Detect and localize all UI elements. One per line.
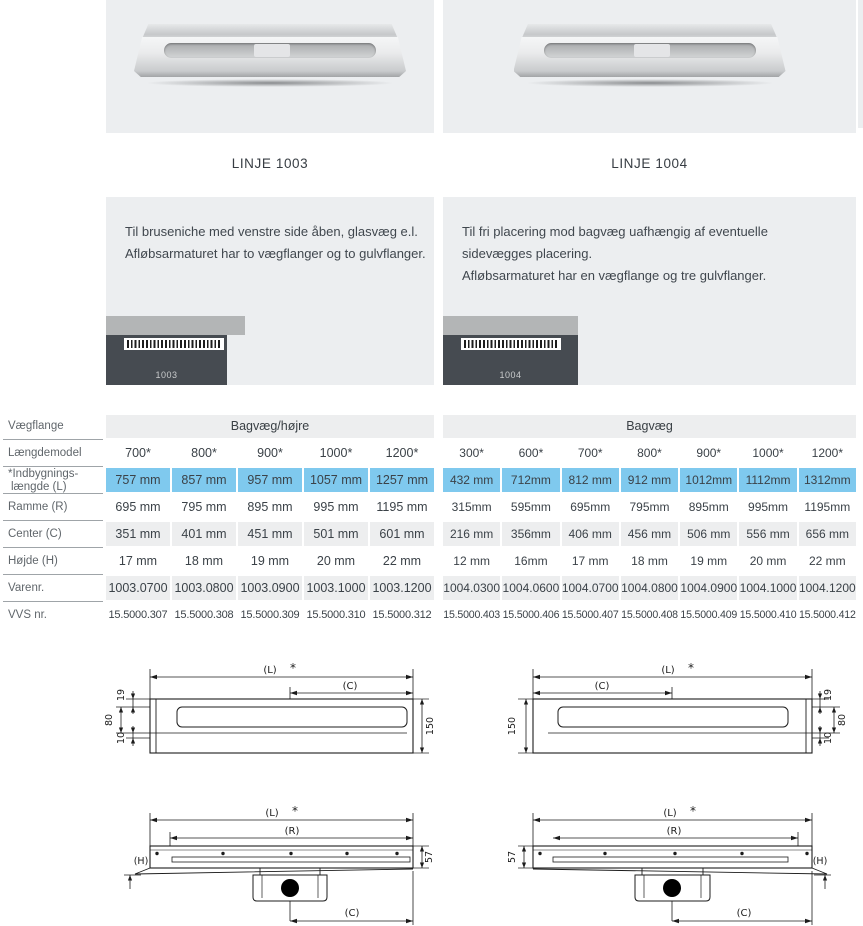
table-cell: 456 mm <box>621 522 678 546</box>
placement-diagram-1003 <box>106 316 245 385</box>
table-cell: 695mm <box>570 500 611 514</box>
drain-shadow <box>145 79 395 87</box>
table-cell: 1012mm <box>680 468 737 492</box>
table-cell: 1004.0900 <box>680 576 737 600</box>
dimension-label: (H) <box>812 856 828 867</box>
varenr-row <box>106 576 434 600</box>
table-cell: 1004.0800 <box>621 576 678 600</box>
table-cell: 912 mm <box>621 468 678 492</box>
table-cell: 1257 mm <box>370 468 434 492</box>
table-cell: 300* <box>459 446 484 460</box>
indbygning-row <box>443 468 856 492</box>
table-cell: 1003.0900 <box>238 576 302 600</box>
table-cell: 1000* <box>319 446 353 460</box>
table-cell: 406 mm <box>562 522 619 546</box>
dimension-label: * <box>690 804 696 818</box>
drain-outlet-circle <box>663 879 681 897</box>
product-photo-1004 <box>510 16 790 116</box>
dimension-label: 10 <box>116 731 127 745</box>
table-cell: 601 mm <box>370 522 434 546</box>
hoejde-row <box>106 549 434 573</box>
table-cell: 17 mm <box>571 554 609 568</box>
table-cell: 15.5000.308 <box>174 609 234 621</box>
table-cell: 700* <box>577 446 603 460</box>
table-cell: 17 mm <box>118 554 158 568</box>
ramme-row <box>106 495 434 519</box>
table-cell: 1003.0700 <box>106 576 170 600</box>
table-cell: 556 mm <box>739 522 796 546</box>
table-cell: 20 mm <box>749 554 787 568</box>
table-cell: 900* <box>696 446 722 460</box>
technical-drawing-section-1004 <box>490 788 855 926</box>
dimension-label: 57 <box>507 850 518 864</box>
table-cell: 20 mm <box>316 554 356 568</box>
table-cell: 895 mm <box>247 500 293 514</box>
table-cell: 15.5000.309 <box>240 609 300 621</box>
table-cell: 15.5000.408 <box>621 609 678 621</box>
table-cell: 15.5000.406 <box>502 609 560 621</box>
table-cell: 800* <box>191 446 217 460</box>
table-cell: 16mm <box>514 554 548 568</box>
dimension-label: 150 <box>425 716 436 736</box>
dimension-label: 10 <box>823 731 834 745</box>
table-cell: 19 mm <box>690 554 728 568</box>
row-label-indbygning-1: *Indbygnings- <box>8 468 79 480</box>
diagram-label: 1004 <box>499 370 522 380</box>
table-cell: 1312mm <box>799 468 856 492</box>
label-divider <box>3 466 103 467</box>
dimension-label: (C) <box>594 681 610 692</box>
table-cell: 795 mm <box>181 500 227 514</box>
table-cell: 595mm <box>510 500 551 514</box>
dimension-label: (C) <box>342 681 358 692</box>
varenr-row <box>443 576 856 600</box>
table-cell: 1003.0800 <box>172 576 236 600</box>
row-label-center: Center (C) <box>8 528 62 540</box>
description-paragraph: Til bruseniche med venstre side åben, glasvæg e.l. Afløbsarmaturet har to vægflanger og to gulvflanger. <box>125 224 426 261</box>
dimension-label: (L) <box>663 808 677 819</box>
table-cell: 1004.0700 <box>562 576 619 600</box>
technical-drawing-plan-1004 <box>490 648 855 763</box>
table-cell: 1004.1000 <box>739 576 796 600</box>
table-cell: 800* <box>637 446 662 460</box>
table-cell: 656 mm <box>799 522 856 546</box>
table-cell: 895mm <box>688 500 729 514</box>
spec-table-1004 <box>443 415 856 627</box>
table-cell: 15.5000.412 <box>798 609 856 621</box>
table-cell: 700* <box>125 446 151 460</box>
row-label-vaegflange: Vægflange <box>8 420 64 432</box>
table-cell: 1195mm <box>804 500 851 514</box>
ramme-row <box>443 495 856 519</box>
product-photo-1003 <box>130 16 410 116</box>
table-cell: 600* <box>518 446 544 460</box>
dimension-label: * <box>290 661 296 675</box>
dimension-label: 19 <box>823 688 834 702</box>
technical-drawing-plan-1003 <box>100 648 445 763</box>
row-label-laengdemodel: Længdemodel <box>8 447 82 459</box>
table-cell: 1112mm <box>739 468 796 492</box>
center-row <box>106 522 434 546</box>
table-cell: 15.5000.407 <box>561 609 619 621</box>
table-cell: 15.5000.410 <box>739 609 797 621</box>
row-label-ramme: Ramme (R) <box>8 501 68 513</box>
description-paragraph: Afløbsarmaturet har en vægflange og tre gulvflanger. <box>462 268 767 283</box>
drain-outlet-circle <box>281 879 299 897</box>
table-cell: 695 mm <box>115 500 161 514</box>
table-cell: 15.5000.403 <box>443 609 500 621</box>
table-cell: 401 mm <box>172 522 236 546</box>
dimension-label: * <box>688 661 694 675</box>
product-description-1004 <box>443 197 856 385</box>
row-label-hoejde: Højde (H) <box>8 555 58 567</box>
table-cell: 22 mm <box>808 554 846 568</box>
table-cell: 1200* <box>385 446 419 460</box>
dimension-label: (C) <box>736 908 752 919</box>
dimension-label: 57 <box>424 850 435 864</box>
label-divider <box>3 601 103 602</box>
dimension-label: (L) <box>263 665 277 676</box>
dimension-label: 19 <box>116 688 127 702</box>
vvs-row <box>443 603 856 627</box>
page-edge-sliver <box>858 0 863 128</box>
table-cell: 15.5000.307 <box>108 609 168 621</box>
table-cell: 1000* <box>752 446 784 460</box>
row-label-indbygning-2: længde (L) <box>11 481 67 493</box>
hoejde-row <box>443 549 856 573</box>
vvs-row <box>106 603 434 627</box>
label-divider <box>3 547 103 548</box>
center-row <box>443 522 856 546</box>
label-divider <box>3 493 103 494</box>
table-cell: 1200* <box>811 446 844 460</box>
dimension-label: (C) <box>344 908 360 919</box>
dimension-label: 150 <box>507 716 518 736</box>
table-cell: 757 mm <box>106 468 170 492</box>
dimension-label: * <box>292 804 298 818</box>
drain-center-cover <box>634 44 670 57</box>
dimension-label: (L) <box>661 665 675 676</box>
table-cell: 1003.1000 <box>304 576 368 600</box>
label-divider <box>3 574 103 575</box>
table-cell: 812 mm <box>562 468 619 492</box>
table-header-1004: Bagvæg <box>443 415 856 438</box>
description-paragraph: Til fri placering mod bagvæg uafhængig af eventuelle sidevægges placering. <box>462 224 768 261</box>
table-cell: 315mm <box>451 500 492 514</box>
dimension-label: (R) <box>666 826 682 837</box>
table-cell: 995mm <box>748 500 789 514</box>
dimension-label: 80 <box>837 713 848 727</box>
product-photo-block-1004 <box>443 0 856 133</box>
table-cell: 1004.0300 <box>443 576 500 600</box>
dimension-label: (L) <box>265 808 279 819</box>
table-body-1003 <box>106 441 434 627</box>
table-cell: 1004.0600 <box>502 576 559 600</box>
row-label-vvs: VVS nr. <box>8 609 47 621</box>
table-cell: 795mm <box>629 500 670 514</box>
diagram-drain-grate <box>124 338 224 350</box>
table-cell: 501 mm <box>304 522 368 546</box>
table-cell: 1195 mm <box>376 500 428 514</box>
indbygning-row <box>106 468 434 492</box>
table-cell: 12 mm <box>453 554 490 568</box>
diagram-drain-grate <box>461 338 561 350</box>
drain-center-cover <box>254 44 290 57</box>
length-model-row <box>443 441 856 465</box>
table-cell: 995 mm <box>313 500 359 514</box>
table-body-1004 <box>443 441 856 627</box>
placement-diagram-1004 <box>443 316 578 385</box>
table-cell: 432 mm <box>443 468 500 492</box>
product-title-1004: LINJE 1004 <box>611 156 688 171</box>
table-cell: 356mm <box>502 522 559 546</box>
product-description-1003 <box>106 197 434 385</box>
table-cell: 857 mm <box>172 468 236 492</box>
dimension-label: (R) <box>284 826 300 837</box>
table-cell: 18 mm <box>631 554 668 568</box>
drain-back-flange <box>142 24 398 39</box>
table-cell: 216 mm <box>443 522 500 546</box>
table-cell: 712mm <box>502 468 559 492</box>
dimension-label: (H) <box>133 856 149 867</box>
table-cell: 15.5000.409 <box>680 609 738 621</box>
product-photo-block-1003 <box>106 0 434 133</box>
diagram-wall-band <box>443 316 578 335</box>
length-model-row <box>106 441 434 465</box>
row-label-varenr: Varenr. <box>8 582 45 594</box>
spec-table-1003 <box>106 415 434 627</box>
table-cell: 18 mm <box>184 554 224 568</box>
table-cell: 957 mm <box>238 468 302 492</box>
table-cell: 1003.1200 <box>370 576 434 600</box>
drain-back-flange <box>522 24 778 39</box>
table-cell: 506 mm <box>680 522 737 546</box>
table-cell: 15.5000.310 <box>306 609 366 621</box>
table-cell: 900* <box>257 446 283 460</box>
table-cell: 451 mm <box>238 522 302 546</box>
dimension-label: 80 <box>104 713 115 727</box>
table-cell: 1004.1200 <box>799 576 856 600</box>
product-title-1003: LINJE 1003 <box>231 156 309 171</box>
diagram-label: 1003 <box>155 370 178 380</box>
label-divider <box>3 520 103 521</box>
table-header-1003: Bagvæg/højre <box>106 415 434 438</box>
table-cell: 351 mm <box>106 522 170 546</box>
drain-shadow <box>525 79 775 87</box>
table-cell: 19 mm <box>250 554 290 568</box>
table-cell: 15.5000.312 <box>372 609 432 621</box>
table-cell: 1057 mm <box>304 468 368 492</box>
diagram-wall-band <box>106 316 245 335</box>
label-divider <box>3 439 103 440</box>
technical-drawing-section-1003 <box>100 788 445 926</box>
table-cell: 22 mm <box>382 554 422 568</box>
